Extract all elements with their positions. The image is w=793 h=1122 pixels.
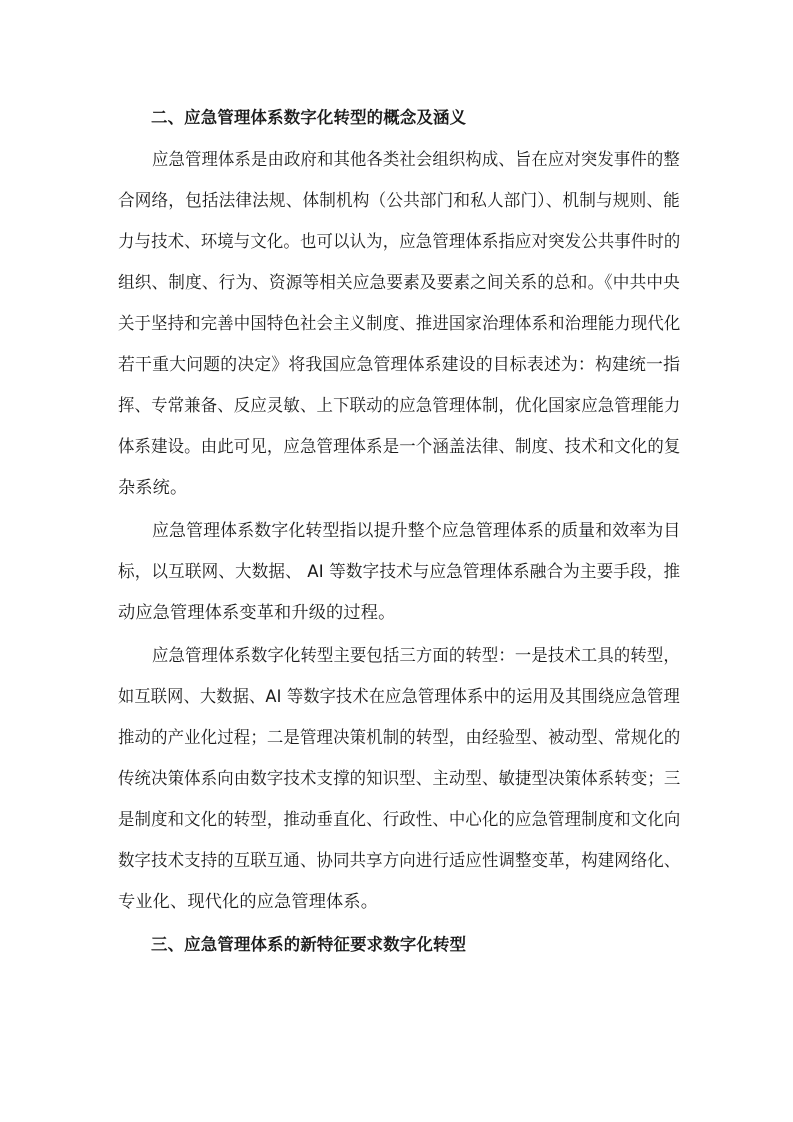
paragraph-line: 数字技术支持的互联互通、协同共享方向进行适应性调整变革，构建网络化、 — [118, 851, 681, 871]
paragraph-line: 动应急管理体系变革和升级的过程。 — [118, 603, 396, 623]
paragraph-line: 应急管理体系数字化转型指以提升整个应急管理体系的质量和效率为目 — [152, 521, 681, 541]
paragraph-line: 组织、制度、行为、资源等相关应急要素及要素之间关系的总和。《中共中央 — [118, 273, 680, 293]
paragraph-line: 力与技术、环境与文化。也可以认为，应急管理体系指应对突发公共事件时的 — [118, 232, 681, 252]
paragraph-line: 是制度和文化的转型，推动垂直化、行政性、中心化的应急管理制度和文化向 — [118, 810, 681, 830]
paragraph-line: 推动的产业化过程；二是管理决策机制的转型，由经验型、被动型、常规化的 — [118, 728, 681, 748]
paragraph-line: 标，以互联网、大数据、 AI 等数字技术与应急管理体系融合为主要手段，推 — [118, 562, 681, 582]
section-heading-2: 二、应急管理体系数字化转型的概念及涵义 — [151, 108, 467, 127]
paragraph-line: 如互联网、大数据、AI 等数字技术在应急管理体系中的运用及其围绕应急管理 — [118, 687, 680, 707]
paragraph-line: 挥、专常兼备、反应灵敏、上下联动的应急管理体制，优化国家应急管理能力 — [118, 396, 681, 416]
paragraph-line: 若干重大问题的决定》将我国应急管理体系建设的目标表述为：构建统一指 — [118, 355, 681, 375]
paragraph-line: 应急管理体系是由政府和其他各类社会组织构成、旨在应对突发事件的整 — [152, 150, 680, 170]
section-heading-3: 三、应急管理体系的新特征要求数字化转型 — [151, 935, 467, 954]
paragraph-line: 体系建设。由此可见，应急管理体系是一个涵盖法律、制度、技术和文化的复 — [118, 437, 681, 457]
paragraph-line: 合网络，包括法律法规、体制机构（公共部门和私人部门）、机制与规则、能 — [118, 191, 680, 211]
paragraph-line: 关于坚持和完善中国特色社会主义制度、推进国家治理体系和治理能力现代化 — [118, 314, 681, 334]
paragraph-line: 专业化、现代化的应急管理体系。 — [118, 892, 379, 912]
paragraph-line: 杂系统。 — [118, 478, 188, 498]
paragraph-line: 传统决策体系向由数字技术支撑的知识型、主动型、敏捷型决策体系转变；三 — [118, 769, 681, 789]
paragraph-line: 应急管理体系数字化转型主要包括三方面的转型：一是技术工具的转型， — [152, 646, 680, 666]
